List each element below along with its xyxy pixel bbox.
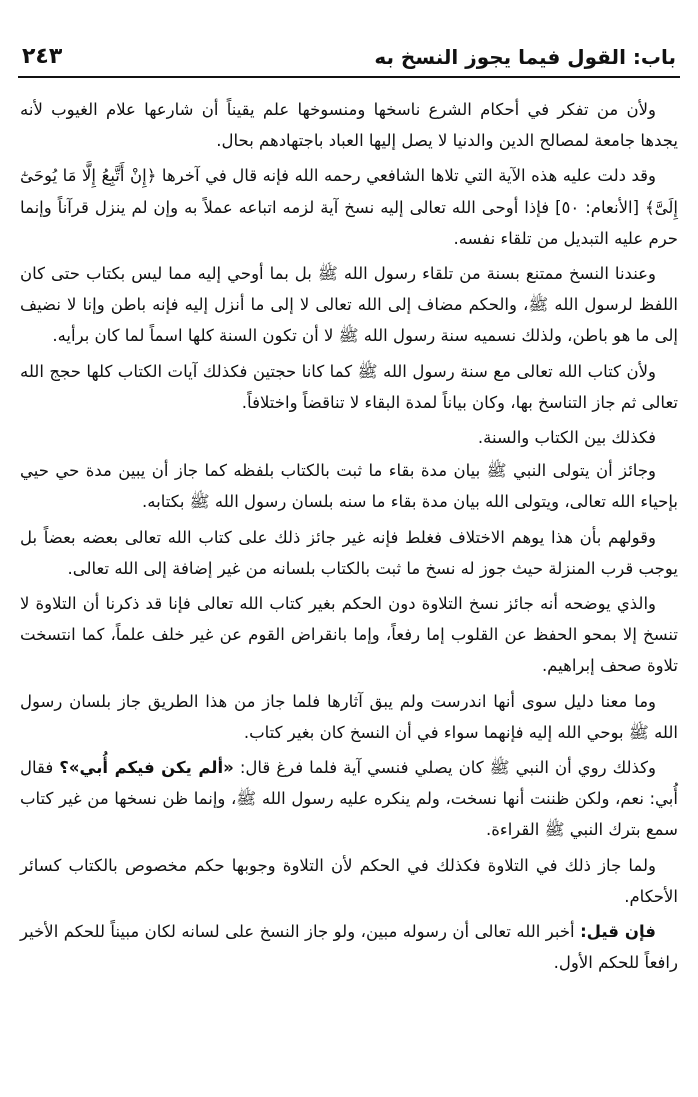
paragraph-5: فكذلك بين الكتاب والسنة. bbox=[477, 428, 656, 448]
page-number: ٢٤٣ bbox=[22, 44, 63, 69]
paragraph-10-rest: فقال أُبي: نعم، ولكن ظننت أنها نسخت، ولم ينكره عليه رسول الله ﷺ، وإنما ظن نسخها من غير كتاب سمع بترك النبي ﷺ القراءة. bbox=[20, 758, 678, 840]
paragraph-6: وجائز أن يتولى النبي ﷺ بيان مدة بقاء ما ثبت بالكتاب بلفظه كما جاز أن يبين مدة حي حيي بإحياء الله تعالى، ويتولى الله بيان مدة بقاء ما سنه بلسان رسول الله ﷺ بكتابه. bbox=[20, 461, 678, 512]
paragraph-12-rest: أخبر الله تعالى أن رسوله مبين، ولو جاز النسخ على لسانه لكان مبيناً للحكم الأخير رافعاً للحكم الأول. bbox=[20, 922, 678, 973]
paragraph-1: ولأن من تفكر في أحكام الشرع ناسخها ومنسوخها علم يقيناً أن شارعها علام الغيوب لأنه يجدها جامعة لمصالح الدين والدنيا لا يصل إليها العباد باجتهادهم بحال. bbox=[20, 100, 678, 151]
paragraph-10-lead: وكذلك روي أن النبي ﷺ كان يصلي فنسي آية فلما فرغ قال: bbox=[233, 758, 657, 778]
paragraph-9: وما معنا دليل سوى أنها اندرست ولم يبق آثارها فلما جاز من هذا الطريق جاز بلسان رسول الله ﷺ بوحي الله إليه فإنهما سواء في أن النسخ كان بغير كتاب. bbox=[20, 691, 678, 742]
document-page bbox=[20, 44, 678, 982]
paragraph-7: وقولهم بأن هذا يوهم الاختلاف فغلط فإنه غير جائز ذلك على كتاب الله تعالى بعضه بعضاً بل يوجب قرب المنزلة حيث جوز له نسخ ما ثبت بالكتاب بلسانه من غير إضافة إلى الله تعالى. bbox=[20, 527, 678, 578]
paragraph-11: ولما جاز ذلك في التلاوة فكذلك في الحكم لأن التلاوة وجوبها حكم مخصوص بالكتاب كسائر الأحكام. bbox=[20, 855, 678, 906]
paragraph-10 bbox=[20, 752, 678, 846]
running-header bbox=[18, 44, 680, 78]
paragraph-4: ولأن كتاب الله تعالى مع سنة رسول الله ﷺ كما كانا حجتين فكذلك آيات الكتاب كلها حجج الله تعالى ثم جاز التناسخ بها، وكان بياناً لمدة البقاء لا تناقضاً واختلافاً. bbox=[20, 361, 678, 412]
paragraph-2: وقد دلت عليه هذه الآية التي تلاها الشافعي رحمه الله فإنه قال في آخرها ﴿إِنْ أَتَّبِعُ إِلَّا مَا يُوحَىٰٓ إِلَىَّ﴾ [الأنعام: ٥٠] فإذا أوحى الله تعالى إليه نسخ آية لزمه اتباعه عملاً به وإن لم ينزل قرآناً وإنما حرم عليه التبديل من تلقاء نفسه. bbox=[20, 166, 678, 248]
chapter-title: باب: القول فيما يجوز النسخ به bbox=[374, 45, 676, 69]
paragraph-8: والذي يوضحه أنه جائز نسخ التلاوة دون الحكم بغير كتاب الله تعالى فإنا قد ذكرنا أن التلاوة لا تنسخ إلا بمحو الحفظ عن القلوب إما رفعاً، وإما بانقراض القوم عن غير خلف علماً، كما انتسخت تلاوة صحف إبراهيم. bbox=[20, 594, 678, 676]
objection-label: فإن قيل: bbox=[580, 922, 656, 942]
hadith-quote: «ألم يكن فيكم أُبي»؟ bbox=[59, 758, 234, 778]
paragraph-3: وعندنا النسخ ممتنع بسنة من تلقاء رسول الله ﷺ بل بما أوحي إليه مما ليس بكتاب حتى كان اللفظ لرسول الله ﷺ، والحكم مضاف إلى الله تعالى لا إلى ما أنزل إليه فإنه باطن وإنا لا نضيف إلى ما هو باطن، ولذلك نسميه سنة رسول الله ﷺ لا أن تكون السنة كلها اسماً لما كان برأيه. bbox=[20, 264, 678, 346]
paragraph-12 bbox=[20, 916, 678, 978]
